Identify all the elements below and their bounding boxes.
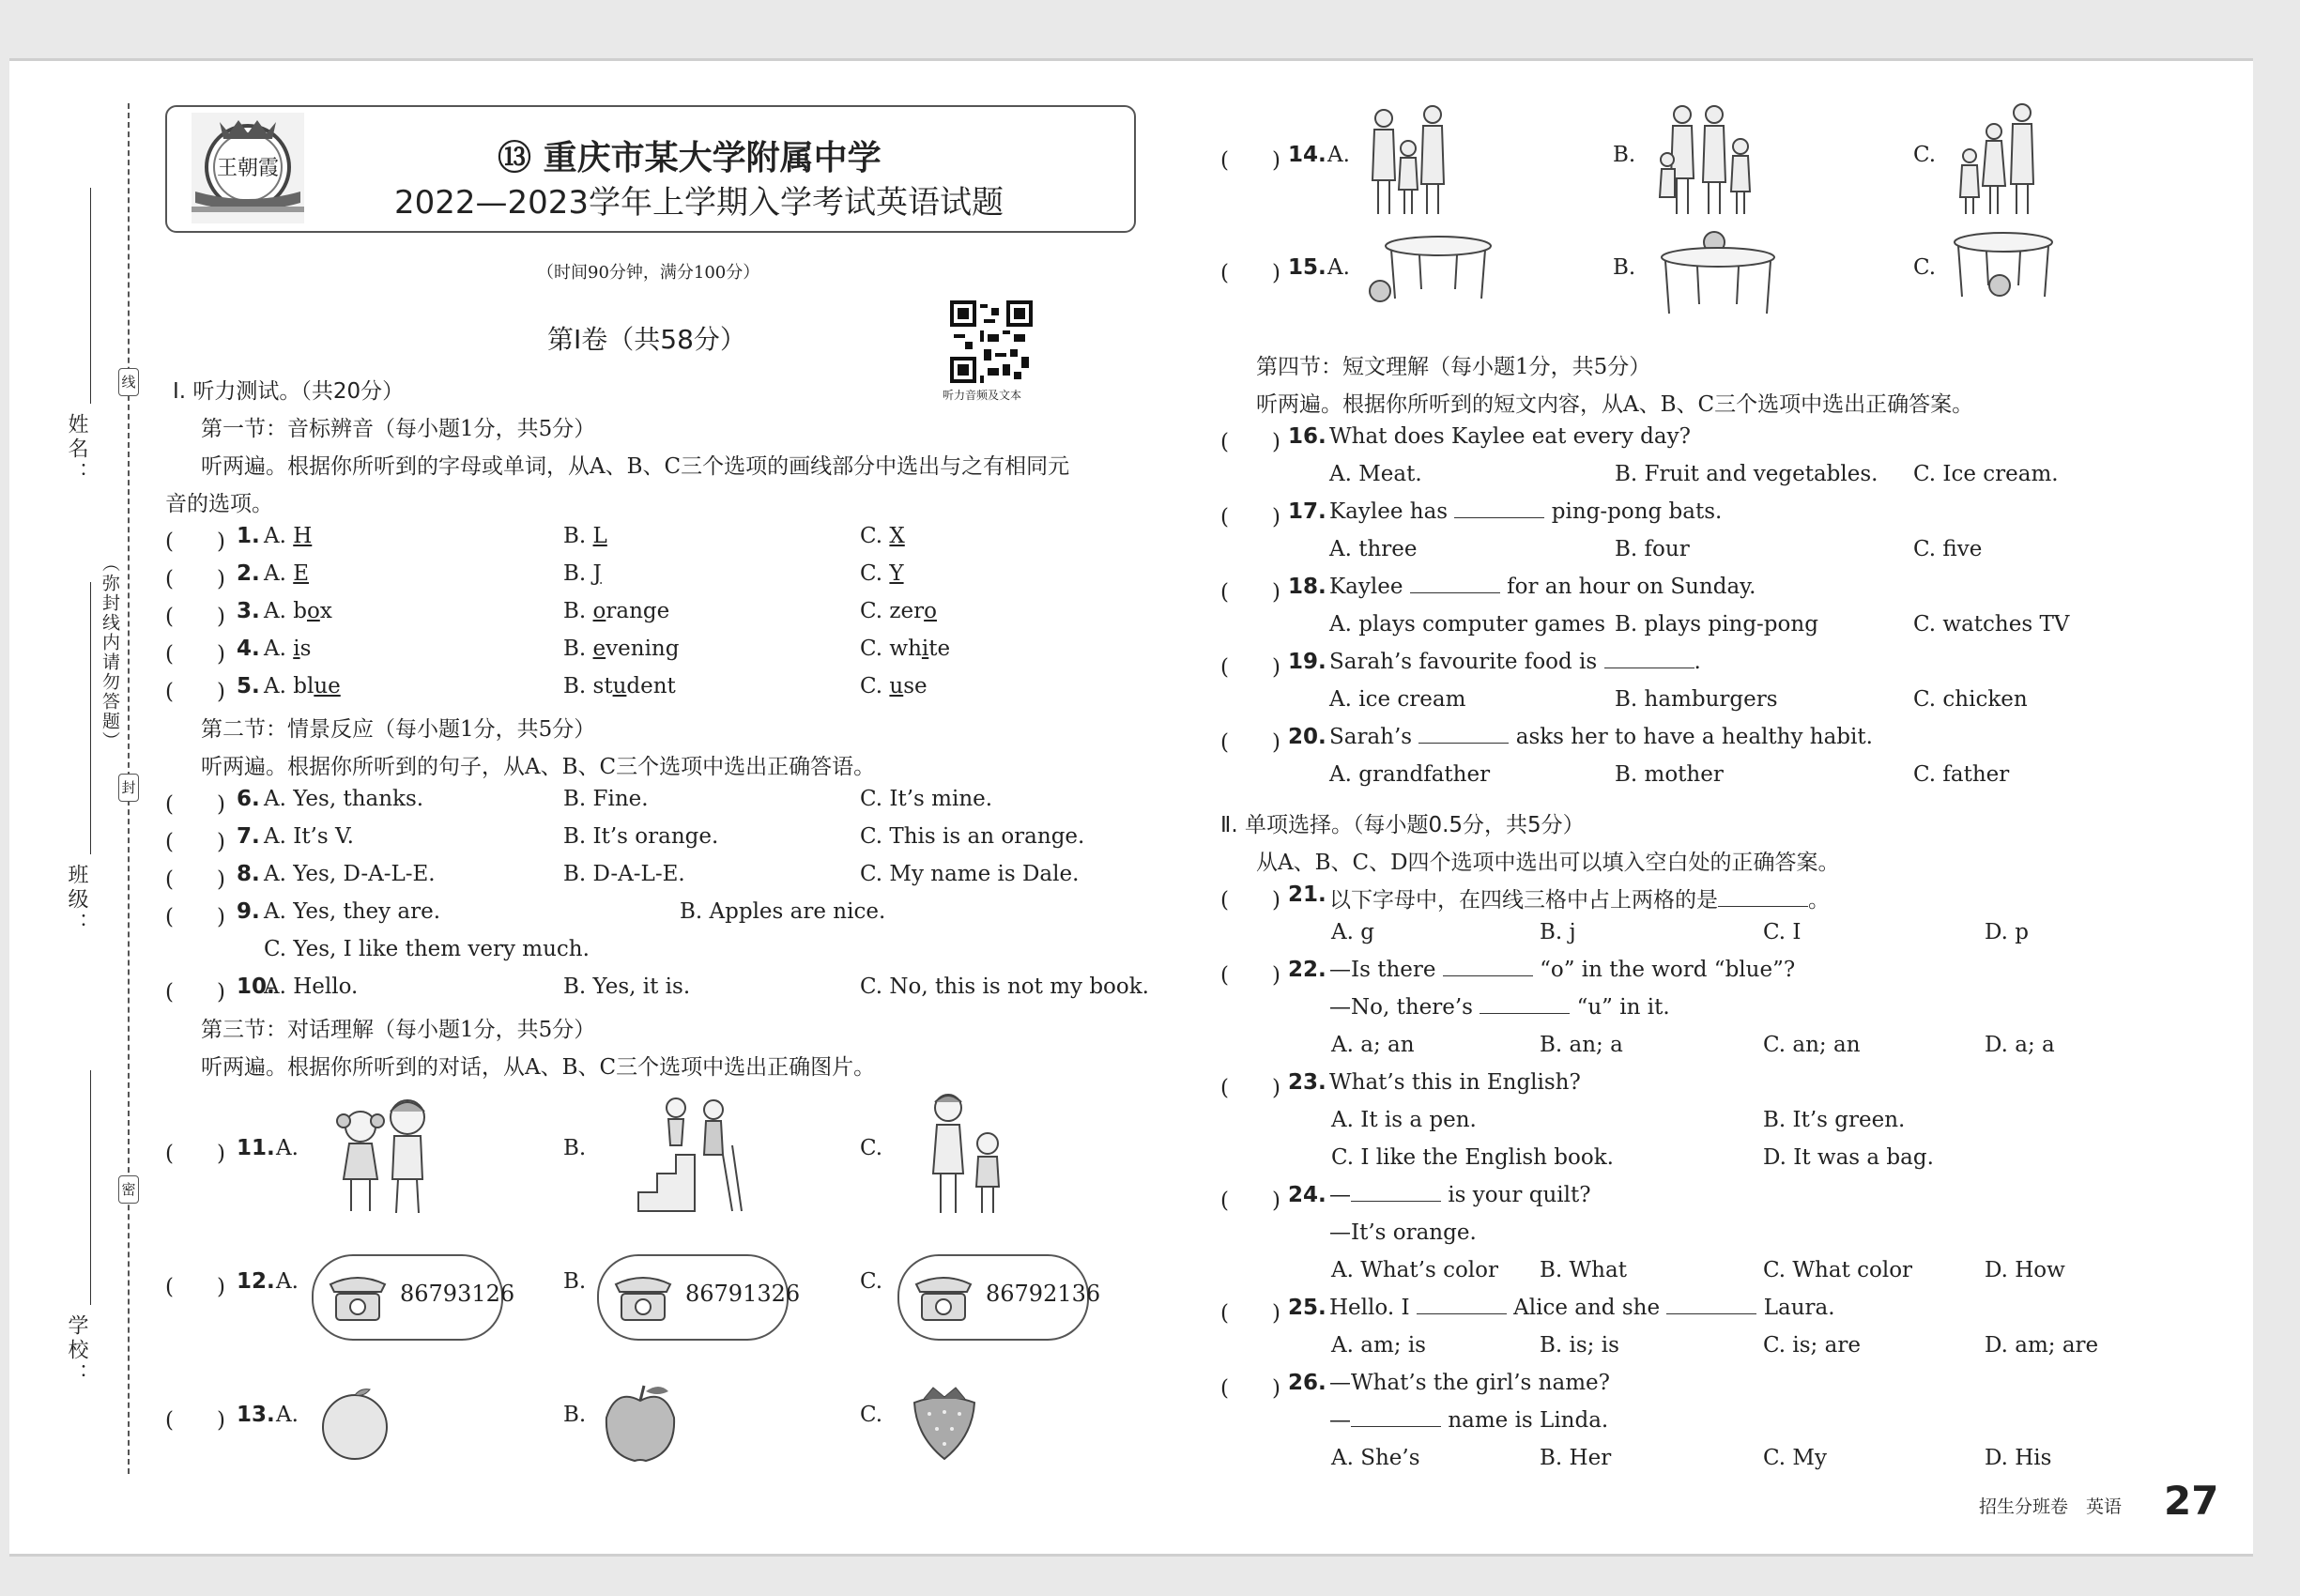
section1-title: 第一节：音标辨音（每小题1分，共5分） [201, 417, 596, 441]
part2-intro: 从A、B、C、D四个选项中选出可以填入空白处的正确答案。 [1256, 851, 1840, 875]
option-b: B. J [563, 561, 602, 586]
telephone-icon [911, 1271, 976, 1324]
family-picture-icon [1363, 105, 1457, 218]
option-c: C. chicken [1913, 687, 2028, 712]
answer-bracket[interactable]: ( ) [165, 529, 225, 554]
answer-bracket[interactable]: ( ) [1220, 505, 1280, 529]
option-b: B. mother [1615, 762, 1724, 787]
answer-bracket[interactable]: ( ) [1220, 655, 1280, 680]
answer-bracket[interactable]: ( ) [1220, 1076, 1280, 1100]
option-c: C. use [860, 674, 928, 698]
question-number: 12. [237, 1269, 275, 1294]
question-stem: Kaylee for an hour on Sunday. [1329, 575, 1756, 599]
option-c-label: C. [860, 1136, 883, 1160]
answer-bracket[interactable]: ( ) [1220, 1376, 1280, 1401]
part2-title: Ⅱ. 单项选择。（每小题0.5分，共5分） [1220, 813, 1585, 837]
option-b-label: B. [563, 1136, 587, 1160]
option-c: C. an; an [1763, 1033, 1861, 1057]
option-c: C. white [860, 637, 951, 661]
question-stem: What does Kaylee eat every day? [1329, 424, 1691, 449]
option-c: C. This is an orange. [860, 824, 1085, 849]
option-a: A. am; is [1331, 1333, 1426, 1358]
qr-code-icon[interactable] [950, 300, 1033, 383]
answer-bracket[interactable]: ( ) [165, 867, 225, 892]
answer-bracket[interactable]: ( ) [165, 605, 225, 629]
section4-intro: 听两遍。根据你所听到的短文内容，从A、B、C三个选项中选出正确答案。 [1256, 392, 1974, 417]
family-picture-icon [1658, 103, 1761, 218]
answer-bracket[interactable]: ( ) [165, 830, 225, 854]
answer-bracket[interactable]: ( ) [165, 567, 225, 591]
ball-beside-table-icon [1949, 229, 2058, 319]
question-number: 16. [1288, 424, 1326, 449]
option-c: C. zero [860, 599, 937, 623]
answer-bracket[interactable]: ( ) [1220, 1301, 1280, 1326]
question-number: 25. [1288, 1296, 1326, 1320]
question-stem: Kaylee has ping-pong bats. [1329, 499, 1723, 524]
section1-intro-cont: 音的选项。 [165, 492, 273, 516]
question-number: 13. [237, 1403, 275, 1427]
answer-bracket[interactable]: ( ) [1220, 963, 1280, 988]
name-label: 姓名： [65, 413, 88, 486]
footer-label: 招生分班卷 英语 [1979, 1496, 2123, 1517]
question-number: 1. [237, 524, 260, 548]
question-number: 24. [1288, 1183, 1326, 1207]
option-a: A. H [264, 524, 313, 548]
line-mark: 线 [118, 368, 139, 396]
option-c: C. My [1763, 1446, 1827, 1470]
option-b: B. hamburgers [1615, 687, 1778, 712]
option-a: A. Yes, they are. [264, 899, 441, 924]
question-number: 9. [237, 899, 260, 924]
option-b: B. It’s green. [1763, 1108, 1906, 1132]
school-name: 重庆市某大学附属中学 [543, 139, 882, 177]
option-a: A. E [264, 561, 310, 586]
school-label: 学校： [65, 1314, 88, 1388]
phone-number: 86791326 [685, 1281, 801, 1307]
option-a: A. It’s V. [264, 824, 354, 849]
option-a: A. She’s [1331, 1446, 1420, 1470]
option-c: C. My name is Dale. [860, 862, 1080, 886]
question-number: 20. [1288, 725, 1326, 749]
option-a: A. ice cream [1329, 687, 1466, 712]
option-b: B. is; is [1540, 1333, 1619, 1358]
section2-title: 第二节：情景反应（每小题1分，共5分） [201, 717, 596, 742]
option-b: B. D-A-L-E. [563, 862, 685, 886]
answer-bracket[interactable]: ( ) [1220, 430, 1280, 454]
section3-title: 第三节：对话理解（每小题1分，共5分） [201, 1018, 596, 1042]
option-d: D. It was a bag. [1763, 1145, 1934, 1170]
number-badge: ⑬ [498, 139, 532, 177]
class-field[interactable] [90, 582, 91, 854]
ball-on-table-icon [1652, 229, 1784, 323]
option-a-label: A. [276, 1136, 299, 1160]
option-c: C. I [1763, 920, 1802, 944]
question-stem: — is your quilt? [1329, 1183, 1591, 1207]
option-d: D. a; a [1985, 1033, 2055, 1057]
question-number: 10. [237, 974, 275, 999]
ball-under-table-icon [1363, 233, 1495, 323]
time-note: （时间90分钟，满分100分） [537, 263, 760, 283]
mother-and-child-picture-icon [920, 1089, 1014, 1220]
telephone-icon [325, 1271, 391, 1324]
option-c: C. No, this is not my book. [860, 974, 1149, 999]
option-b: B. Yes, it is. [563, 974, 691, 999]
option-a-label: A. [1327, 143, 1350, 167]
option-c: C. Ice cream. [1913, 462, 2059, 486]
question-number: 4. [237, 637, 260, 661]
option-a: A. Meat. [1329, 462, 1422, 486]
option-b: B. an; a [1540, 1033, 1623, 1057]
section1-intro: 听两遍。根据你所听到的字母或单词，从A、B、C三个选项的画线部分中选出与之有相同元 [201, 454, 1070, 479]
phone-number: 86792136 [986, 1281, 1101, 1307]
option-a: A. Hello. [264, 974, 359, 999]
exam-title: 2022—2023学年上学期入学考试英语试题 [394, 184, 1004, 222]
section3-intro: 听两遍。根据你所听到的对话，从A、B、C三个选项中选出正确图片。 [201, 1055, 876, 1080]
question-number: 14. [1288, 143, 1326, 167]
option-a: A. is [264, 637, 312, 661]
answer-bracket[interactable]: ( ) [165, 1142, 225, 1166]
answer-bracket[interactable]: ( ) [165, 680, 225, 704]
option-a-label: A. [276, 1403, 299, 1427]
option-b: B. four [1615, 537, 1690, 561]
option-b-label: B. [563, 1403, 587, 1427]
question-number: 6. [237, 787, 260, 811]
question-number: 5. [237, 674, 260, 698]
boy-and-girl-picture-icon [329, 1089, 441, 1220]
name-field[interactable] [90, 188, 91, 404]
answer-bracket[interactable]: ( ) [165, 792, 225, 817]
option-d: D. p [1985, 920, 2029, 944]
option-b: B. Fine. [563, 787, 649, 811]
option-a: A. three [1329, 537, 1418, 561]
option-d: D. am; are [1985, 1333, 2099, 1358]
apple-icon [597, 1380, 683, 1466]
school-field[interactable] [90, 1070, 91, 1305]
option-d: D. His [1985, 1446, 2052, 1470]
option-c: C. Yes, I like them very much. [264, 937, 590, 961]
option-b: B. L [563, 524, 607, 548]
answer-bracket[interactable]: ( ) [165, 1408, 225, 1433]
question-number: 21. [1288, 882, 1326, 907]
question-stem: Hello. I Alice and she Laura. [1329, 1296, 1835, 1320]
page-number: 27 [2164, 1478, 2219, 1524]
option-b: B. Her [1540, 1446, 1612, 1470]
question-number: 3. [237, 599, 260, 623]
option-a: A. What’s color [1331, 1258, 1498, 1282]
option-b: B. It’s orange. [563, 824, 719, 849]
option-a: A. grandfather [1329, 762, 1491, 787]
question-stem: —What’s the girl’s name? [1329, 1371, 1610, 1395]
question-number: 19. [1288, 650, 1326, 674]
part1-title: Ⅰ. 听力测试。（共20分） [173, 379, 405, 404]
question-stem-line2: —It’s orange. [1329, 1220, 1477, 1245]
option-a: A. a; an [1331, 1033, 1415, 1057]
question-stem: Sarah’s favourite food is . [1329, 650, 1701, 674]
telephone-icon [610, 1271, 676, 1324]
phone-number: 86793126 [400, 1281, 515, 1307]
option-d: D. How [1985, 1258, 2065, 1282]
option-a-label: A. [1327, 255, 1350, 280]
option-c-label: C. [860, 1269, 883, 1294]
question-number: 8. [237, 862, 260, 886]
question-number: 11. [237, 1136, 275, 1160]
qr-caption: 听力音频及文本 [943, 389, 1022, 402]
telephone-option-b [597, 1254, 801, 1341]
option-b: B. Fruit and vegetables. [1615, 462, 1878, 486]
answer-bracket[interactable]: ( ) [1220, 730, 1280, 755]
option-a: A. box [264, 599, 332, 623]
section4-title: 第四节：短文理解（每小题1分，共5分） [1256, 355, 1651, 379]
question-number: 7. [237, 824, 260, 849]
answer-bracket[interactable]: ( ) [1220, 1189, 1280, 1213]
question-number: 2. [237, 561, 260, 586]
answer-bracket[interactable]: ( ) [165, 980, 225, 1005]
option-c: C. is; are [1763, 1333, 1861, 1358]
answer-bracket[interactable]: ( ) [165, 1275, 225, 1299]
answer-bracket[interactable]: ( ) [1220, 888, 1280, 913]
strawberry-icon [905, 1384, 984, 1463]
answer-bracket[interactable]: ( ) [165, 642, 225, 667]
option-b: B. j [1540, 920, 1576, 944]
question-stem-line2: — name is Linda. [1329, 1408, 1609, 1433]
option-b: B. orange [563, 599, 670, 623]
no-answer-note: （弥封线内请勿答题） [100, 554, 120, 751]
option-a: A. It is a pen. [1331, 1108, 1477, 1132]
option-a-label: A. [276, 1269, 299, 1294]
kids-on-stairs-picture-icon [620, 1089, 751, 1220]
option-b: B. evening [563, 637, 680, 661]
question-stem: Sarah’s asks her to have a healthy habit. [1329, 725, 1873, 749]
option-c: C. five [1913, 537, 1983, 561]
dense-mark: 密 [118, 1175, 139, 1204]
question-number: 22. [1288, 958, 1326, 982]
option-c: C. It’s mine. [860, 787, 993, 811]
option-c: C. watches TV [1913, 612, 2070, 637]
answer-bracket[interactable]: ( ) [1220, 261, 1280, 285]
question-number: 18. [1288, 575, 1326, 599]
answer-bracket[interactable]: ( ) [165, 905, 225, 929]
option-b-label: B. [1613, 255, 1636, 280]
telephone-option-a [312, 1254, 515, 1341]
question-stem: —Is there “o” in the word “blue”? [1329, 958, 1796, 982]
option-a: A. blue [264, 674, 341, 698]
answer-bracket[interactable]: ( ) [1220, 580, 1280, 605]
class-label: 班级： [65, 864, 88, 937]
option-c: C. Y [860, 561, 904, 586]
question-number: 23. [1288, 1070, 1326, 1095]
telephone-option-c [897, 1254, 1101, 1341]
option-a: A. Yes, thanks. [264, 787, 424, 811]
option-c-label: C. [1913, 255, 1937, 280]
option-b-label: B. [1613, 143, 1636, 167]
logo-text: 王朝霞 [216, 157, 280, 180]
option-b: B. What [1540, 1258, 1627, 1282]
section2-intro: 听两遍。根据你所听到的句子，从A、B、C三个选项中选出正确答语。 [201, 755, 876, 779]
question-stem: 以下字母中，在四线三格中占上两格的是 。 [1329, 888, 1830, 913]
family-picture-icon [1953, 103, 2047, 218]
option-c: C. What color [1763, 1258, 1913, 1282]
publisher-logo-icon [192, 113, 304, 223]
question-number: 15. [1288, 255, 1326, 280]
orange-icon [315, 1384, 394, 1463]
option-c: C. father [1913, 762, 2010, 787]
option-b: B. plays ping-pong [1615, 612, 1818, 637]
seal-mark: 封 [118, 774, 139, 802]
option-b: B. student [563, 674, 676, 698]
option-a: A. plays computer games [1329, 612, 1606, 637]
option-a: A. g [1331, 920, 1374, 944]
volume-title: 第Ⅰ卷（共58分） [547, 324, 746, 355]
option-c-label: C. [1913, 143, 1937, 167]
option-b: B. Apples are nice. [680, 899, 886, 924]
question-number: 17. [1288, 499, 1326, 524]
option-c-label: C. [860, 1403, 883, 1427]
question-stem-line2: —No, there’s “u” in it. [1329, 995, 1670, 1020]
question-number: 26. [1288, 1371, 1326, 1395]
answer-bracket[interactable]: ( ) [1220, 148, 1280, 173]
question-stem: What’s this in English? [1329, 1070, 1581, 1095]
option-c: C. X [860, 524, 905, 548]
option-b-label: B. [563, 1269, 587, 1294]
option-c: C. I like the English book. [1331, 1145, 1614, 1170]
exam-school-title [498, 131, 882, 179]
option-a: A. Yes, D-A-L-E. [264, 862, 436, 886]
